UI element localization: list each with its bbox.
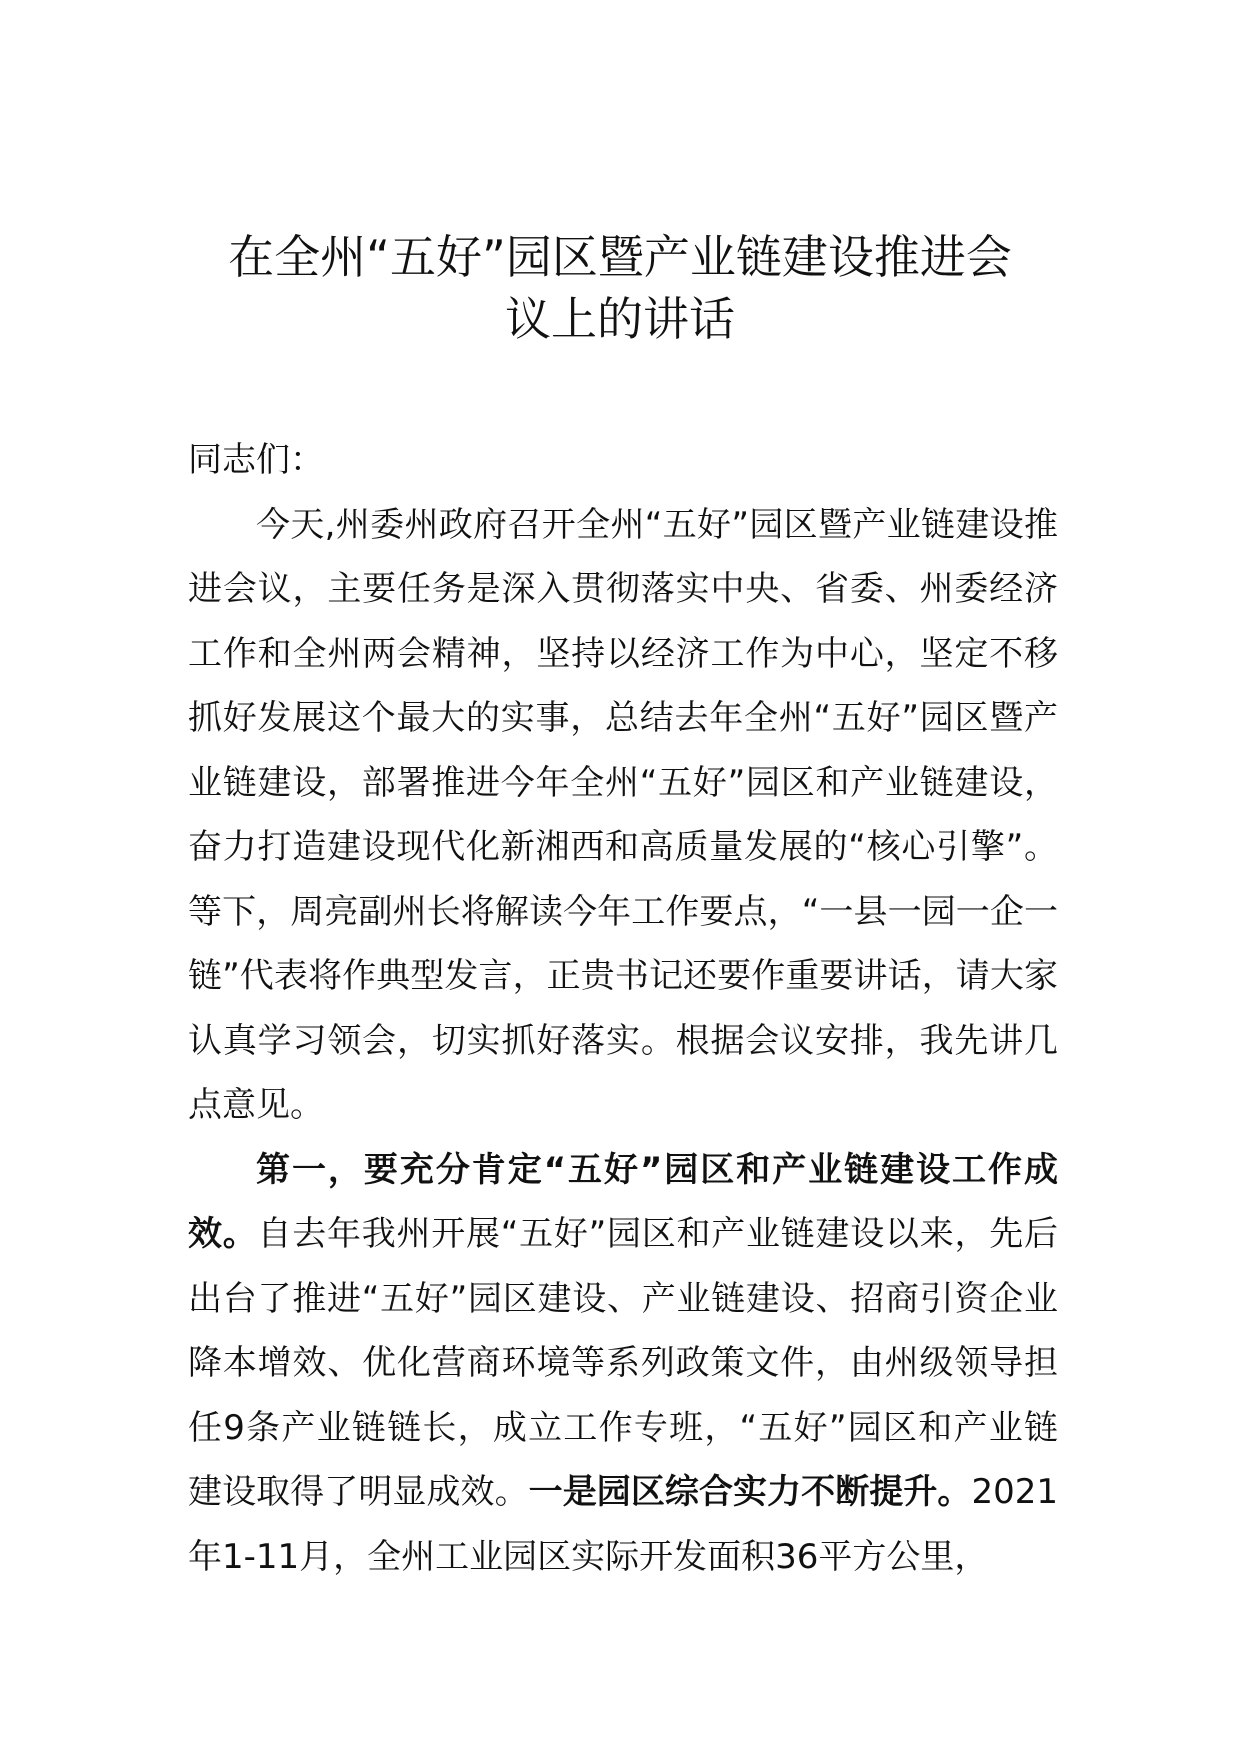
point-heading-first: 一是园区综合实力不断提升。 — [528, 1472, 972, 1512]
title-line-1: 在全州“五好”园区暨产业链建设推进会 — [228, 230, 1012, 284]
document-body — [188, 428, 1058, 1589]
title-line-2: 议上的讲话 — [505, 292, 735, 346]
paragraph-opening: 今天,州委州政府召开全州“五好”园区暨产业链建设推进会议，主要任务是深入贯彻落实中央、省委、州委经济工作和全州两会精神，坚持以经济工作为中心，坚定不移抓好发展这个最大的实事，总结去年全州“五好”园区暨产业链建设，部署推进今年全州“五好”园区和产业链建设，奋力打造建设现代化新湘西和高质量发展的“核心引擎”。等下，周亮副州长将解读今年工作要点，“一县一园一企一链”代表将作典型发言，正贵书记还要作重要讲话，请大家认真学习领会，切实抓好落实。根据会议安排，我先讲几点意见。 — [188, 504, 1058, 1125]
section-heading-first: 第一，要充分肯定“五好”园区和产业链建设工作成效。 — [188, 1149, 1058, 1254]
paragraph-achievements-text: 自去年我州开展“五好”园区和产业链建设以来，先后出台了推进“五好”园区建设、产业链建设、招商引资企业降本增效、优化营商环境等系列政策文件，由州级领导担任9条产业链链长，成立工作专班，“五好”园区和产业链建设取得了明显成效。 — [188, 1214, 1059, 1512]
paragraph-achievements — [188, 1138, 1058, 1590]
greeting: 同志们： — [188, 440, 324, 480]
document-title — [180, 226, 1060, 350]
paragraph-achievements-tail: 2021年1-11月，全州工业园区实际开发面积36平方公里， — [188, 1472, 1059, 1577]
